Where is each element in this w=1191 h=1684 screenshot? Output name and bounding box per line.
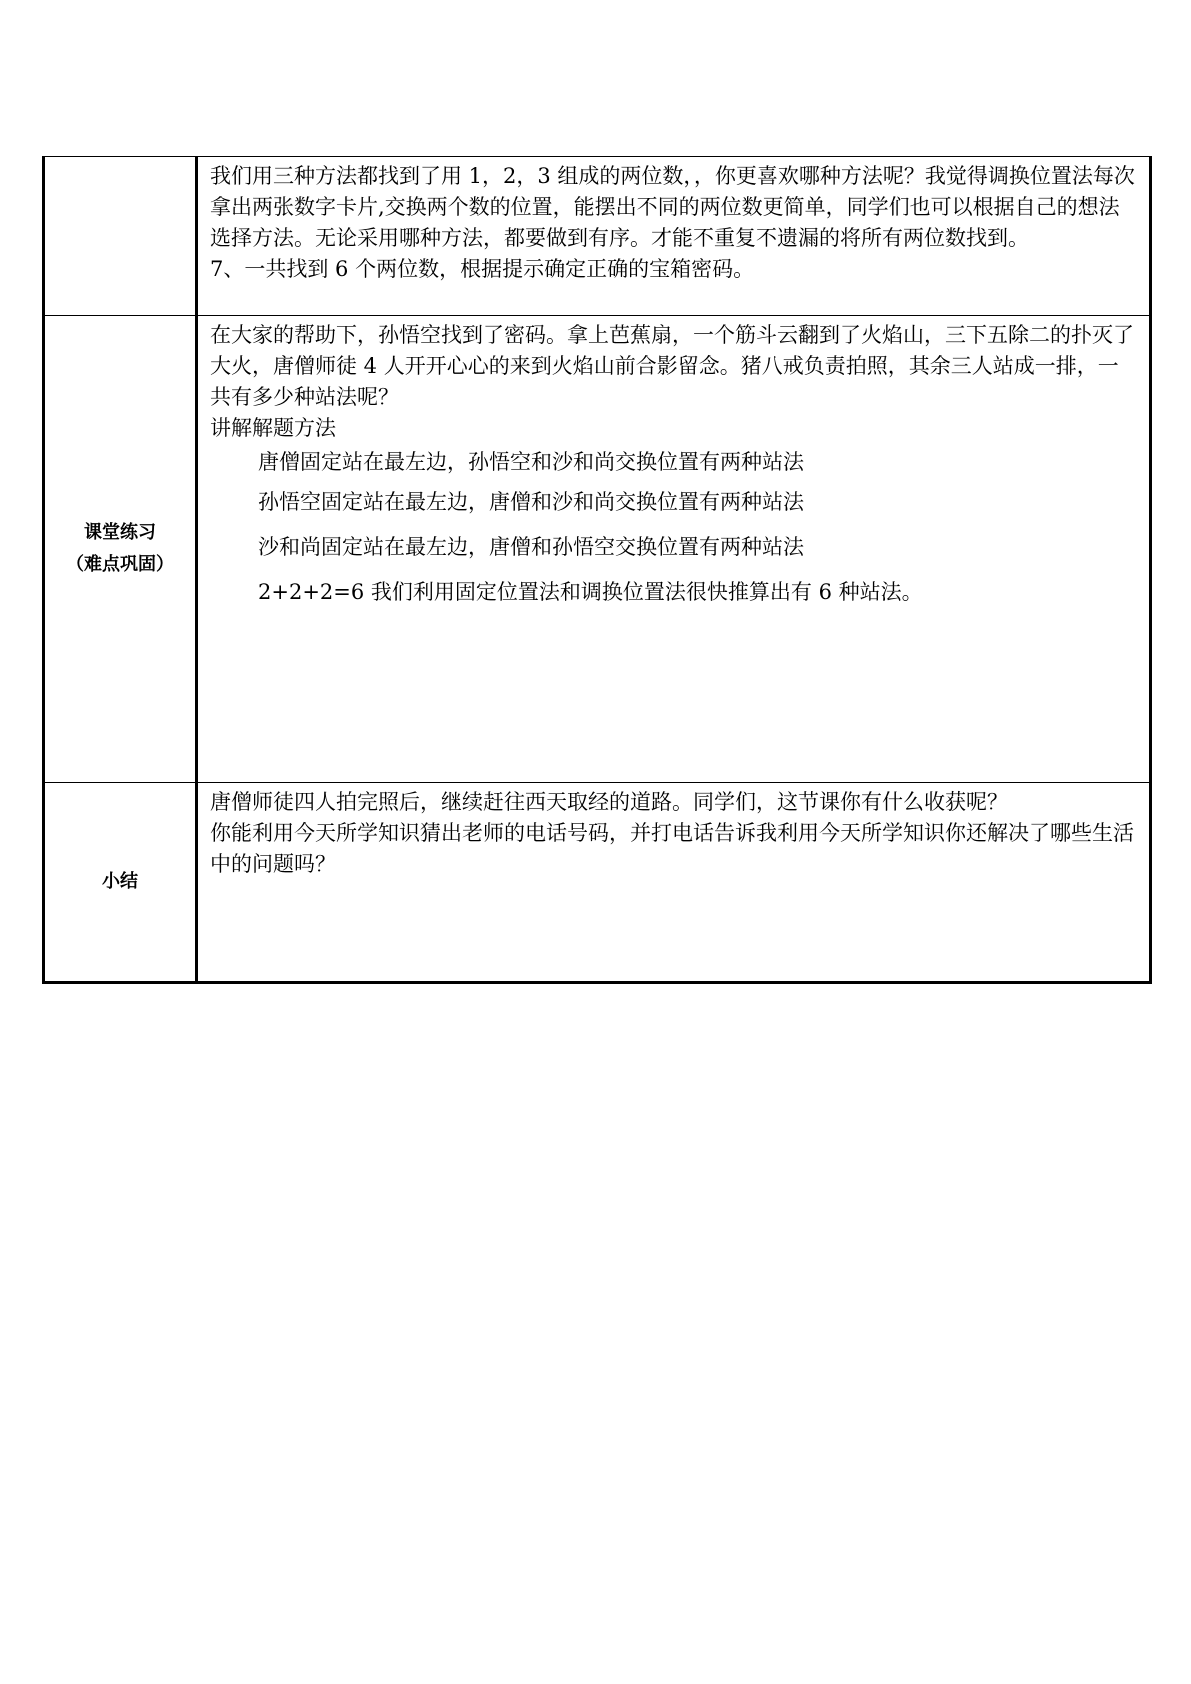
method-line: 孙悟空固定站在最左边，唐僧和沙和尚交换位置有两种站法: [258, 490, 804, 514]
table-row: [44, 157, 1151, 316]
row-label-empty: [44, 157, 197, 316]
row-content-practice: [197, 316, 1151, 783]
row-label-summary: 小结: [44, 783, 197, 983]
summary-paragraph: 唐僧师徒四人拍完照后，继续赶往西天取经的道路。同学们，这节课你有什么收获呢？: [210, 790, 1008, 814]
row-content-methods: [197, 157, 1151, 316]
summary-paragraph: 你能利用今天所学知识猜出老师的电话号码，并打电话告诉我利用今天所学知识你还解决了哪些生活中的问题吗？: [210, 821, 1134, 876]
practice-sublabel: （难点巩固）: [66, 554, 174, 575]
method-title: 讲解解题方法: [210, 416, 336, 440]
practice-intro: 在大家的帮助下，孙悟空找到了密码。拿上芭蕉扇，一个筋斗云翻到了火焰山，三下五除二的扑灭了大火，唐僧师徒 4 人开开心心的来到火焰山前合影留念。猪八戒负责拍照，其余三人站成一排，一共有多少种站法呢？: [210, 323, 1134, 409]
method-line: 唐僧固定站在最左边，孙悟空和沙和尚交换位置有两种站法: [258, 450, 804, 474]
table-row: [44, 783, 1151, 983]
table-row: [44, 316, 1151, 783]
step-7-paragraph: 7、一共找到 6 个两位数，根据提示确定正确的宝箱密码。: [210, 257, 755, 281]
practice-label: 课堂练习: [84, 522, 156, 543]
row-content-summary: [197, 783, 1151, 983]
lesson-plan-table: [42, 156, 1152, 984]
methods-paragraph: 我们用三种方法都找到了用 1，2，3 组成的两位数，，你更喜欢哪种方法呢？我觉得调换位置法每次拿出两张数字卡片,交换两个数的位置，能摆出不同的两位数更简单，同学们也可以根据自己的想法选择方法。无论采用哪种方法，都要做到有序。才能不重复不遗漏的将所有两位数找到。: [210, 164, 1135, 250]
method-line: 2+2+2=6 我们利用固定位置法和调换位置法很快推算出有 6 种站法。: [258, 580, 923, 604]
row-label-practice: [44, 316, 197, 783]
method-line: 沙和尚固定站在最左边，唐僧和孙悟空交换位置有两种站法: [258, 535, 804, 559]
